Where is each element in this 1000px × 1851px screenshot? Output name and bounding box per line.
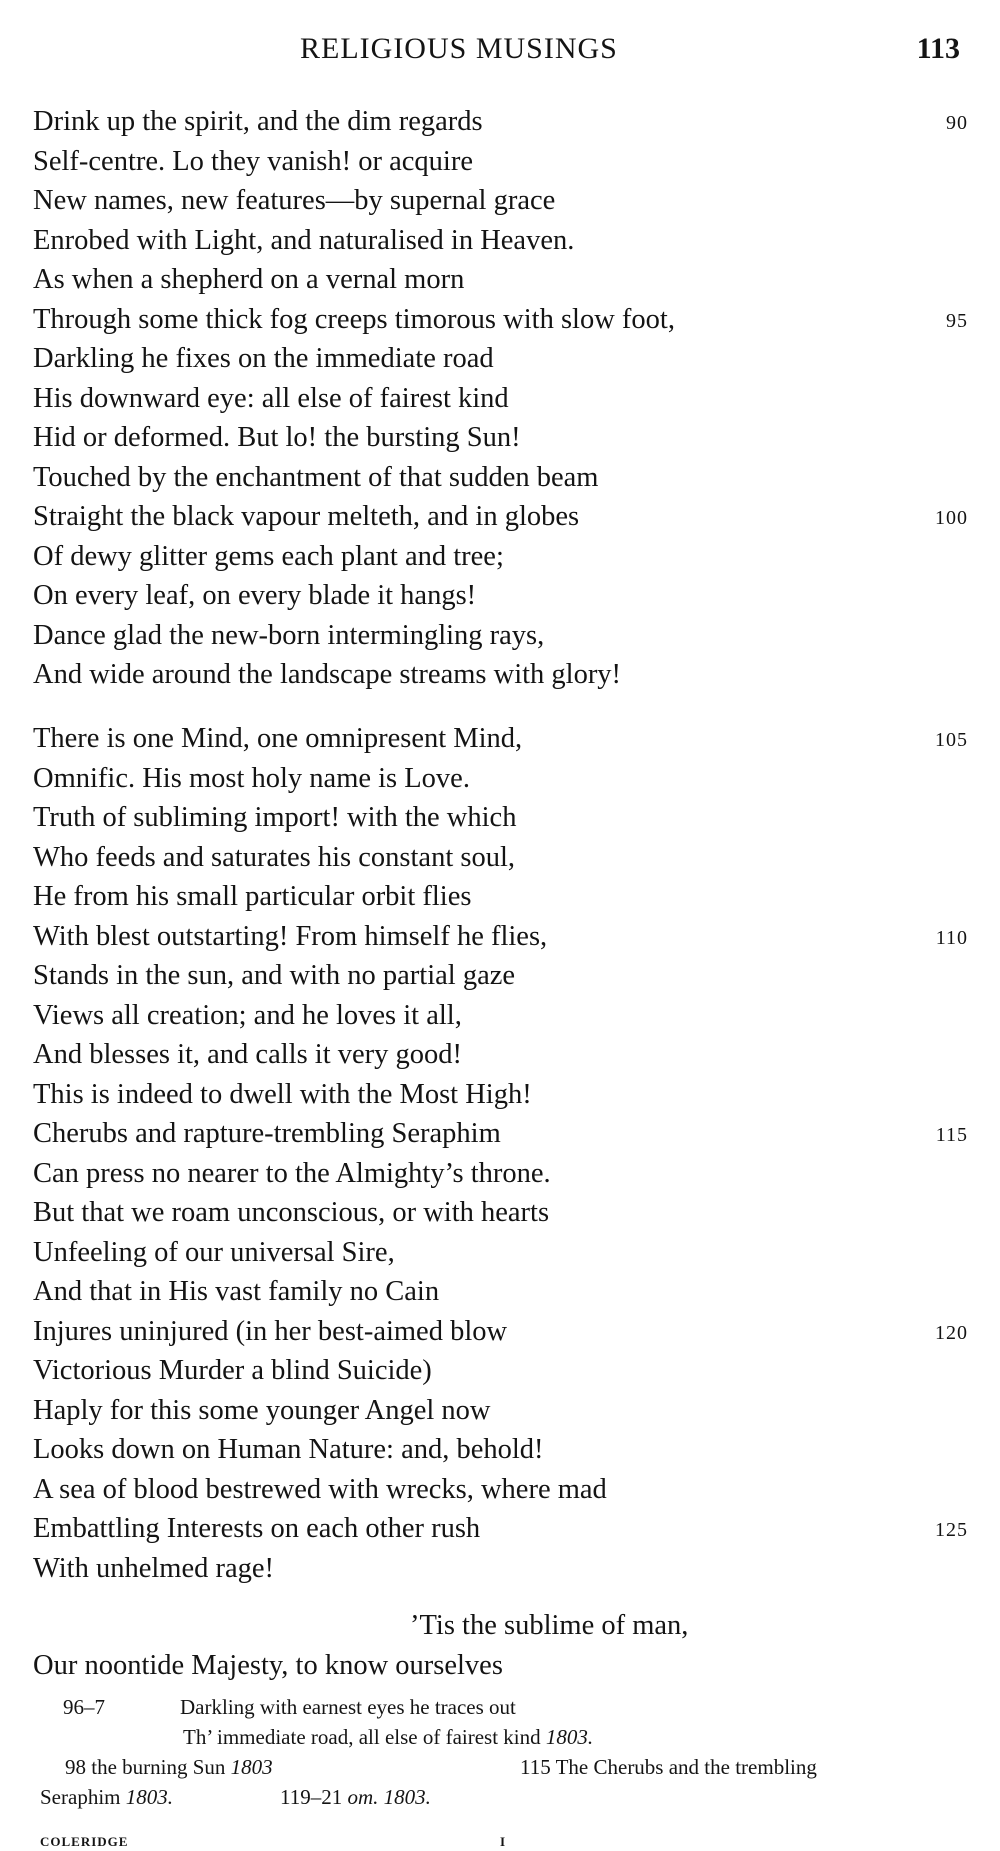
footnote-text: 115 The Cherubs and the trembling bbox=[520, 1755, 817, 1779]
line-number: 95 bbox=[946, 309, 968, 332]
footnotes bbox=[40, 1692, 970, 1812]
running-title: RELIGIOUS MUSINGS bbox=[300, 32, 618, 65]
footnote-year: 1803 bbox=[230, 1755, 273, 1779]
line-text: Embattling Interests on each other rush bbox=[33, 1513, 481, 1544]
poem-line bbox=[33, 655, 968, 695]
poem-line bbox=[33, 418, 968, 458]
line-number: 120 bbox=[935, 1321, 968, 1344]
poem-line bbox=[33, 1114, 968, 1154]
poem-line bbox=[33, 1035, 968, 1075]
poem-line bbox=[33, 838, 968, 878]
poem-line bbox=[33, 181, 968, 221]
poem-line bbox=[33, 1233, 968, 1273]
poem-line bbox=[33, 1646, 968, 1686]
line-text: With unhelmed rage! bbox=[33, 1552, 275, 1584]
line-text: Views all creation; and he loves it all, bbox=[33, 999, 462, 1031]
line-text: Injures uninjured (in her best-aimed blow bbox=[33, 1315, 508, 1347]
line-text: And blesses it, and calls it very good! bbox=[33, 1039, 463, 1070]
stanza-2 bbox=[33, 719, 968, 1685]
poem-line bbox=[33, 221, 968, 261]
poem-line bbox=[33, 1391, 968, 1431]
poem-line bbox=[33, 616, 968, 656]
poem-line bbox=[33, 1154, 968, 1194]
poem-line bbox=[33, 300, 968, 340]
line-text: And wide around the landscape streams with glory! bbox=[33, 659, 622, 690]
stanza-1 bbox=[33, 102, 968, 695]
line-text: Hid or deformed. But lo! the bursting Sun! bbox=[33, 422, 521, 453]
line-text: Our noontide Majesty, to know ourselves bbox=[33, 1649, 503, 1681]
poem-line bbox=[33, 1430, 968, 1470]
poem-line bbox=[33, 576, 968, 616]
poem-line bbox=[33, 1351, 968, 1391]
footnote-row bbox=[40, 1722, 970, 1752]
line-number: 90 bbox=[946, 112, 968, 134]
footnote-row bbox=[40, 1752, 970, 1782]
line-text: Self-centre. Lo they vanish! or acquire bbox=[33, 145, 473, 177]
footnote-row bbox=[40, 1692, 970, 1722]
poem-line bbox=[33, 1075, 968, 1115]
line-text: But that we roam unconscious, or with hearts bbox=[33, 1197, 550, 1228]
line-text: His downward eye: all else of fairest kind bbox=[33, 382, 509, 414]
line-text: This is indeed to dwell with the Most High! bbox=[33, 1078, 532, 1110]
footnote-year: 1803. bbox=[125, 1785, 173, 1809]
poem-line bbox=[33, 917, 968, 957]
poem-line bbox=[33, 798, 968, 838]
half-line-gap bbox=[33, 1588, 968, 1606]
footnote-variant: 98 the burning Sun bbox=[65, 1755, 226, 1779]
footnote-variant: Seraphim bbox=[40, 1785, 121, 1809]
signature-author: COLERIDGE bbox=[40, 1834, 129, 1849]
line-text: There is one Mind, one omnipresent Mind, bbox=[33, 723, 523, 754]
poem-line bbox=[33, 1272, 968, 1312]
line-text: Through some thick fog creeps timorous with slow foot, bbox=[33, 303, 675, 335]
line-text: Dance glad the new-born intermingling rays, bbox=[33, 619, 545, 651]
line-text: Who feeds and saturates his constant soul, bbox=[33, 841, 516, 873]
line-number: 115 bbox=[935, 1124, 968, 1146]
line-text: And that in His vast family no Cain bbox=[33, 1276, 440, 1307]
line-text: Of dewy glitter gems each plant and tree; bbox=[33, 540, 504, 572]
poem-line bbox=[33, 759, 968, 799]
footnote-text bbox=[280, 1782, 431, 1812]
line-text: Victorious Murder a blind Suicide) bbox=[33, 1355, 432, 1386]
footnote-text bbox=[65, 1752, 273, 1782]
poem-line bbox=[33, 379, 968, 419]
line-text: Haply for this some younger Angel now bbox=[33, 1394, 491, 1426]
line-text: Touched by the enchantment of that sudden beam bbox=[33, 461, 599, 493]
line-text: Enrobed with Light, and naturalised in Heaven. bbox=[33, 224, 575, 256]
line-text: ’Tis the sublime of man, bbox=[410, 1610, 689, 1641]
line-text: New names, new features—by supernal grace bbox=[33, 185, 556, 216]
poem-line bbox=[33, 458, 968, 498]
poem-line bbox=[33, 877, 968, 917]
line-number: 125 bbox=[935, 1519, 968, 1541]
poem-line bbox=[33, 102, 968, 142]
footnote-row bbox=[40, 1782, 970, 1812]
line-text: Truth of subliming import! with the which bbox=[33, 802, 517, 833]
line-number: 110 bbox=[935, 926, 968, 949]
poem-line bbox=[33, 260, 968, 300]
line-text: With blest outstarting! From himself he flies, bbox=[33, 920, 548, 952]
footnote-text bbox=[40, 1782, 173, 1812]
poem-line bbox=[33, 719, 968, 759]
footnote-variant: 119–21 bbox=[280, 1785, 343, 1809]
poem-line bbox=[33, 1470, 968, 1510]
footnote-text: Darkling with earnest eyes he traces out bbox=[180, 1695, 516, 1719]
line-text: Omnific. His most holy name is Love. bbox=[33, 762, 470, 794]
footnote-omission: om. 1803. bbox=[347, 1785, 431, 1809]
line-text: Unfeeling of our universal Sire, bbox=[33, 1236, 395, 1268]
footnote-year: 1803. bbox=[545, 1725, 594, 1749]
line-number: 105 bbox=[935, 729, 968, 751]
signature-mark: I bbox=[500, 1834, 507, 1849]
poem-line bbox=[33, 956, 968, 996]
line-text: Darkling he fixes on the immediate road bbox=[33, 343, 494, 374]
poem-line bbox=[33, 1509, 968, 1549]
poem-line bbox=[33, 996, 968, 1036]
line-text: Looks down on Human Nature: and, behold! bbox=[33, 1434, 544, 1465]
line-text: As when a shepherd on a vernal morn bbox=[33, 264, 465, 295]
poem-line bbox=[33, 142, 968, 182]
page-header bbox=[0, 32, 1000, 72]
line-text: A sea of blood bestrewed with wrecks, where mad bbox=[33, 1473, 607, 1505]
poem-line bbox=[33, 1549, 968, 1589]
footnote-key: 96–7 bbox=[63, 1695, 105, 1719]
poem-line bbox=[33, 1193, 968, 1233]
line-text: Drink up the spirit, and the dim regards bbox=[33, 106, 483, 137]
poem-line bbox=[33, 1312, 968, 1352]
line-text: He from his small particular orbit flies bbox=[33, 881, 472, 912]
line-text: Can press no nearer to the Almighty’s throne. bbox=[33, 1157, 551, 1189]
line-text: Straight the black vapour melteth, and in globes bbox=[33, 501, 580, 532]
page-number: 113 bbox=[916, 32, 960, 65]
poem-line bbox=[33, 497, 968, 537]
poem-line bbox=[33, 339, 968, 379]
line-number: 100 bbox=[935, 507, 968, 529]
line-text: On every leaf, on every blade it hangs! bbox=[33, 580, 477, 611]
line-text: Cherubs and rapture-trembling Seraphim bbox=[33, 1118, 501, 1149]
poem-line bbox=[33, 537, 968, 577]
line-text: Stands in the sun, and with no partial gaze bbox=[33, 960, 516, 991]
poem-line-indented bbox=[33, 1606, 968, 1646]
footnote-variant: Th’ immediate road, all else of fairest kind bbox=[183, 1725, 541, 1749]
footnote-text bbox=[183, 1722, 593, 1752]
